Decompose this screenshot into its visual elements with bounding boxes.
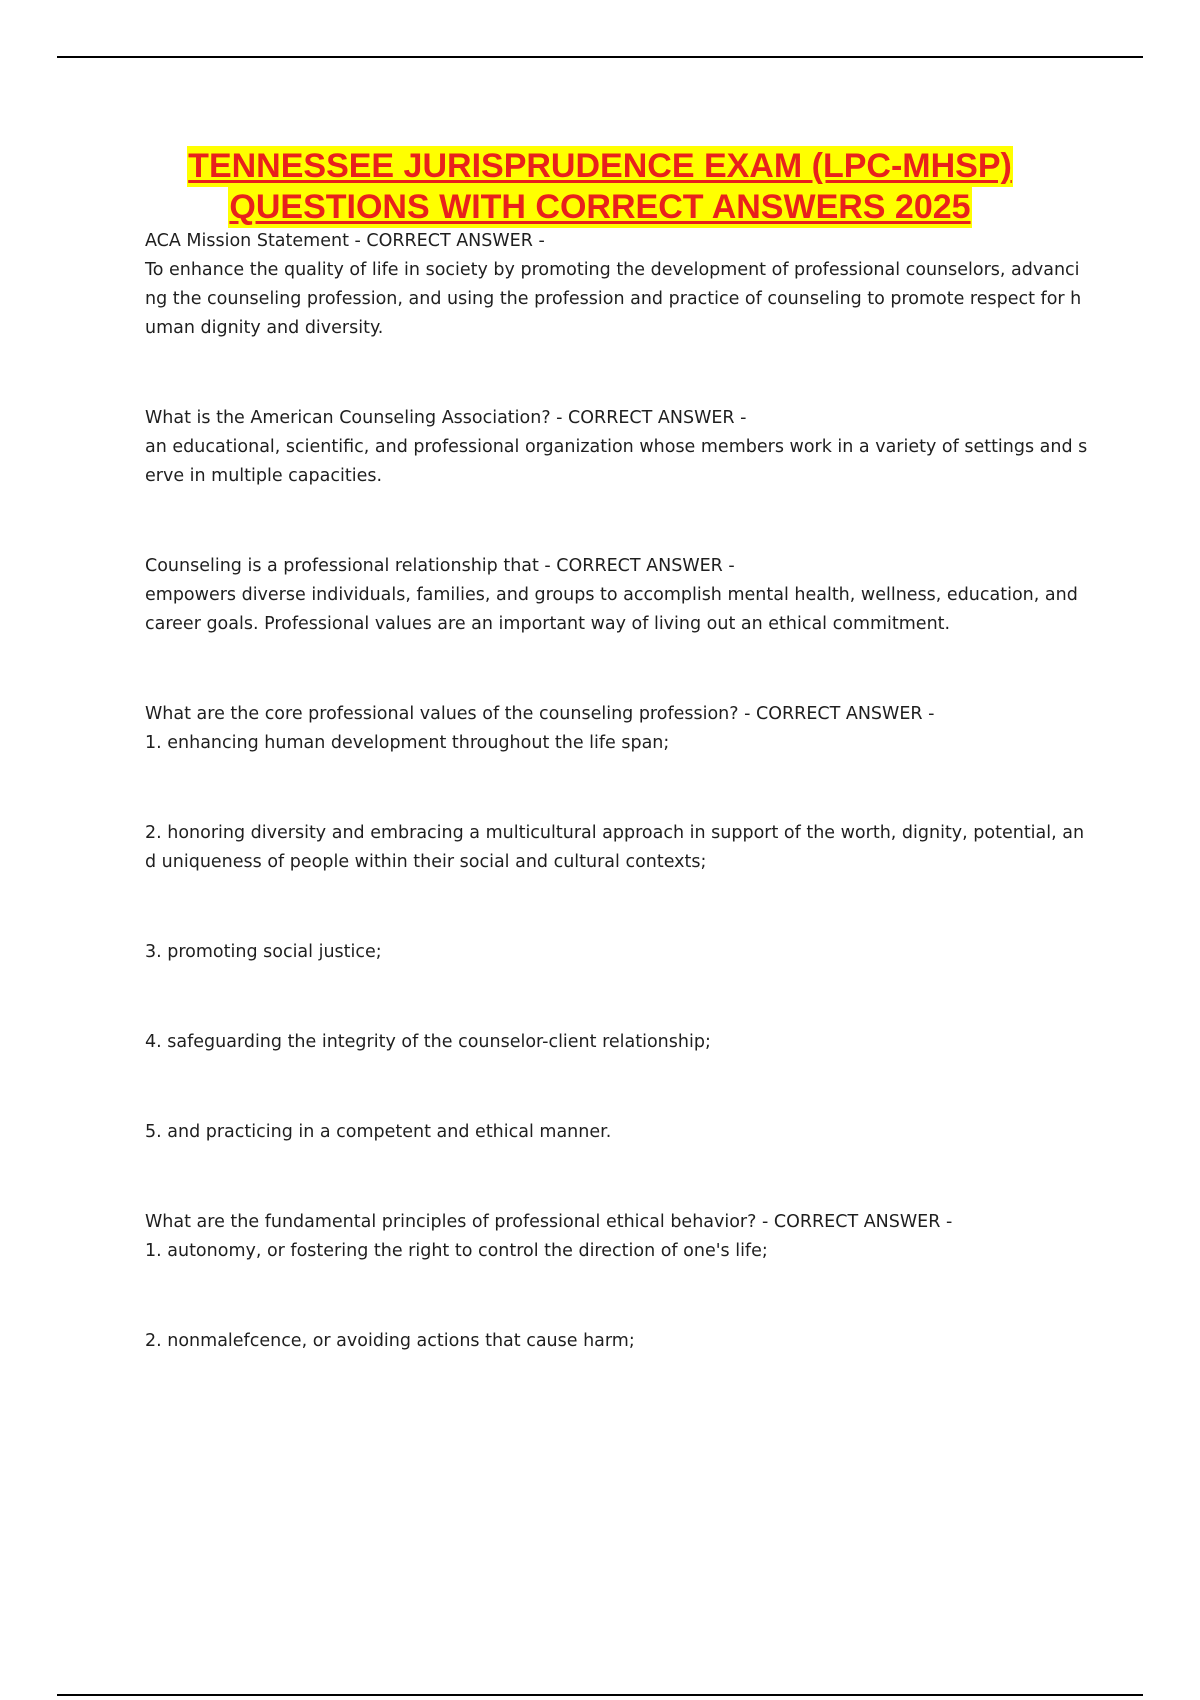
answer-text: 5. and practicing in a competent and ethical manner. (145, 1122, 612, 1142)
document-title (0, 146, 1200, 228)
question-text: ACA Mission Statement - CORRECT ANSWER - (145, 231, 545, 251)
top-rule (57, 56, 1143, 58)
answer-text: 2. honoring diversity and embracing a multicultural approach in support of the worth, dignity, potential, and uniqueness of people within their social and cultural contexts; (145, 823, 1085, 872)
question-text: What are the fundamental principles of professional ethical behavior? - CORRECT ANSWER - (145, 1212, 953, 1232)
answer-item (145, 1327, 1090, 1356)
answer-text: To enhance the quality of life in society by promoting the development of professional counselors, advancing the counseling profession, and using the profession and practice of counseling to promote respect for human dignity and diversity. (145, 260, 1082, 338)
answer-text: an educational, scientific, and professional organization whose members work in a variety of settings and serve in multiple capacities. (145, 437, 1088, 486)
qa-content (145, 227, 1090, 1356)
answer-item (145, 938, 1090, 967)
title-line-2: QUESTIONS WITH CORRECT ANSWERS 2025 (229, 188, 971, 226)
question-text: Counseling is a professional relationship that - CORRECT ANSWER - (145, 556, 735, 576)
answer-text: 4. safeguarding the integrity of the counselor-client relationship; (145, 1032, 711, 1052)
answer-text: 1. enhancing human development throughout the life span; (145, 733, 670, 753)
question-text: What are the core professional values of the counseling profession? - CORRECT ANSWER - (145, 704, 935, 724)
answer-item (145, 819, 1090, 877)
qa-entry (145, 700, 1090, 758)
qa-entry (145, 404, 1090, 491)
answer-text: empowers diverse individuals, families, and groups to accomplish mental health, wellness, education, and career goals. Professional values are an important way of living out an ethical commitment. (145, 585, 1078, 634)
answer-text: 2. nonmalefcence, or avoiding actions that cause harm; (145, 1331, 635, 1351)
answer-text: 1. autonomy, or fostering the right to control the direction of one's life; (145, 1241, 768, 1261)
answer-item (145, 1118, 1090, 1147)
qa-entry (145, 227, 1090, 343)
question-text: What is the American Counseling Association? - CORRECT ANSWER - (145, 408, 747, 428)
title-line-1: TENNESSEE JURISPRUDENCE EXAM (LPC-MHSP) (188, 147, 1012, 185)
bottom-rule (57, 1694, 1143, 1696)
answer-text: 3. promoting social justice; (145, 942, 382, 962)
qa-entry (145, 1208, 1090, 1266)
answer-item (145, 1028, 1090, 1057)
qa-entry (145, 552, 1090, 639)
